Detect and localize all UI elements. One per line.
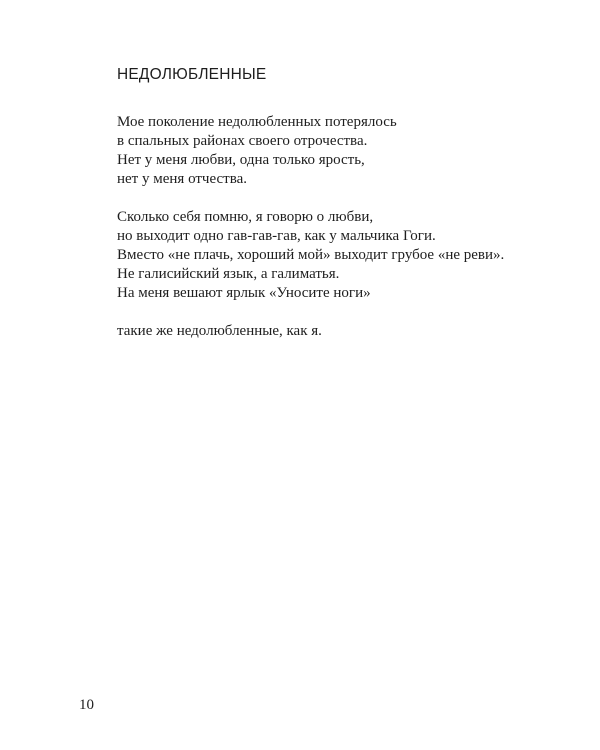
stanza — [117, 208, 557, 303]
poem-line: Сколько себя помню, я говорю о любви, — [117, 209, 374, 225]
poem-line: но выходит одно гав-гав-гав, как у мальчика Гоги. — [117, 228, 436, 244]
poem-line: Не галисийский язык, а галиматья. — [117, 266, 340, 282]
poem-line: Мое поколение недолюбленных потерялось — [117, 114, 397, 130]
stanza — [117, 113, 557, 189]
stanza — [117, 322, 557, 341]
page-number: 10 — [79, 697, 94, 713]
poem-title: НЕДОЛЮБЛЕННЫЕ — [117, 66, 267, 83]
poem-line: Нет у меня любви, одна только ярость, — [117, 152, 365, 168]
poem-body — [117, 113, 557, 360]
poem-line: На меня вешают ярлык «Уносите ноги» — [117, 285, 371, 301]
poem-line: нет у меня отчества. — [117, 171, 248, 187]
poem-line: в спальных районах своего отрочества. — [117, 133, 368, 149]
poem-line: Вместо «не плачь, хороший мой» выходит грубое «не реви». — [117, 247, 505, 263]
poem-line: такие же недолюбленные, как я. — [117, 323, 322, 339]
